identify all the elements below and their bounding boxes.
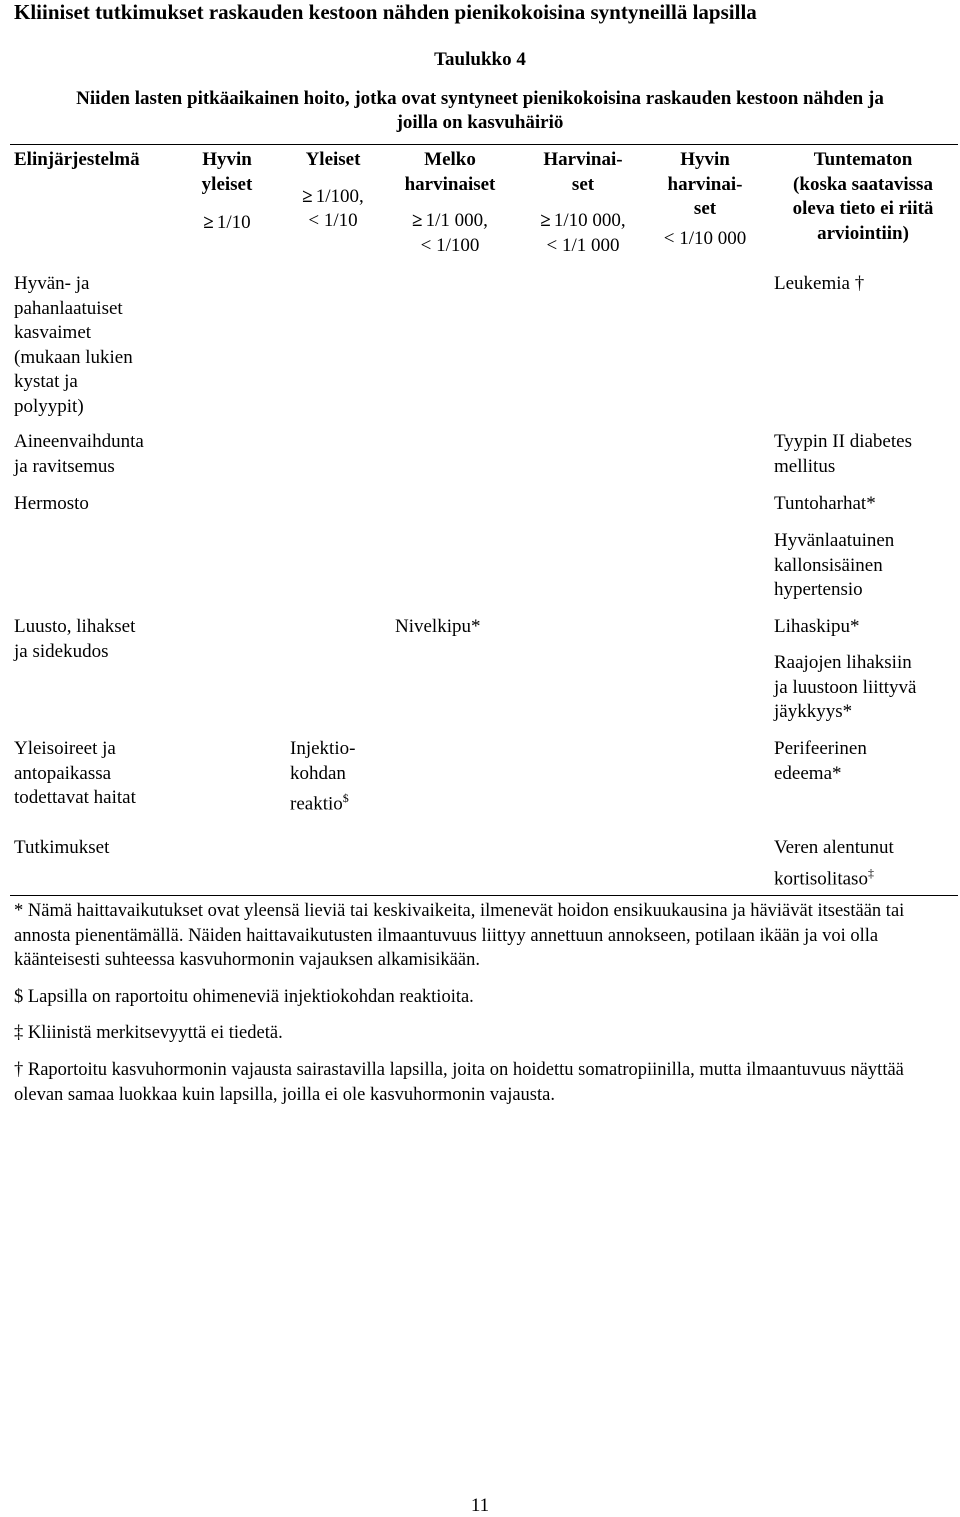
row-unknown-intracranial-hypertension [774, 529, 894, 603]
header-very-rare-line2: harvinai- [667, 173, 743, 195]
footnote-dagger: † Raportoitu kasvuhormonin vajausta sairastavilla lapsilla, joita on hoidettu somatropiinilla, mutta ilmaantuvuus näyttää olevan samaa luokkaa kuin lapsilla, joilla ei ole kasvuhormonin vajausta. [14, 1060, 904, 1105]
header-very-common [186, 148, 268, 236]
superscript-marker: $ [342, 791, 349, 805]
unknown-line: mellitus [774, 455, 836, 477]
unknown-line: Tyypin II diabetes [774, 431, 912, 452]
row-unknown-myalgia: Lihaskipu* [774, 616, 860, 637]
unknown-text: kortisolitaso [774, 867, 868, 889]
row-unknown-leukemia: Leukemia † [774, 273, 865, 294]
footnote-dollar: $ Lapsilla on raportoitu ohimeneviä injektiokohdan reaktioita. [14, 987, 474, 1007]
header-very-common-range [186, 211, 268, 236]
header-uncommon [388, 148, 512, 258]
unknown-line: jäykkyys* [774, 701, 853, 722]
unknown-line: kallonsisäinen [774, 554, 883, 576]
header-common-range2: < 1/10 [308, 210, 358, 231]
table-caption-line1: Niiden lasten pitkäaikainen hoito, jotka ovat syntyneet pienikokoisina raskauden kestoon nähden ja [76, 88, 884, 109]
header-common-line1: Yleiset [305, 149, 361, 170]
header-uncommon-range [388, 209, 512, 258]
header-very-common-line2: yleiset [201, 173, 253, 195]
header-very-rare-line1: Hyvin [680, 149, 730, 170]
header-very-rare-line3: set [693, 198, 717, 219]
range-value: 1/10 [216, 212, 251, 233]
table-bottom-rule [10, 895, 958, 896]
organ-line: pahanlaatuiset [14, 297, 123, 319]
table-label: Taulukko 4 [434, 49, 526, 70]
unknown-line: Perifeerinen [774, 738, 867, 759]
ge-symbol [540, 210, 553, 231]
unknown-line [774, 861, 894, 892]
header-rare-range [520, 209, 646, 258]
ge-symbol [302, 186, 315, 207]
header-very-common-line1: Hyvin [202, 149, 252, 170]
organ-line: Yleisoireet ja [14, 738, 116, 759]
row-organ-general [14, 737, 136, 811]
ge-symbol [203, 212, 216, 233]
organ-line: Luusto, lihakset [14, 616, 136, 637]
row-unknown-edema [774, 737, 867, 786]
header-rare [520, 148, 646, 258]
range-value: 1/100, [315, 185, 364, 207]
unknown-line: edeema* [774, 762, 842, 784]
footnote-double-dagger: ‡ Kliinistä merkitsevyyttä ei tiedetä. [14, 1023, 283, 1043]
common-line [290, 786, 355, 817]
row-unknown-cortisol [774, 836, 894, 891]
row-organ-metabolism [14, 430, 144, 479]
row-unknown-stiffness [774, 651, 917, 725]
row-uncommon-arthralgia: Nivelkipu* [395, 616, 481, 637]
organ-line: antopaikassa [14, 762, 112, 784]
range-value: 1/10 000, [553, 210, 626, 231]
organ-line: kystat ja [14, 371, 78, 392]
unknown-line: hypertensio [774, 579, 863, 600]
unknown-line: ja luustoon liittyvä [774, 676, 917, 698]
unknown-line: Raajojen lihaksiin [774, 652, 912, 673]
organ-line: Hyvän- ja [14, 273, 90, 294]
header-unknown-line1: Tuntematon [813, 149, 913, 170]
row-organ-neoplasms [14, 272, 133, 419]
range-value: 1/1 000, [425, 210, 488, 231]
superscript-marker: ‡ [867, 865, 874, 880]
header-unknown-line3: oleva tieto ei riitä [792, 198, 934, 219]
header-common [284, 148, 382, 234]
table-top-rule [10, 144, 958, 145]
row-unknown-paresthesia: Tuntoharhat* [774, 493, 876, 514]
organ-line: Aineenvaihdunta [14, 431, 144, 452]
header-common-range [284, 185, 382, 234]
organ-line: ja sidekudos [14, 640, 109, 662]
organ-line: kasvaimet [14, 322, 92, 343]
organ-line: todettavat haitat [14, 787, 136, 808]
header-very-rare-range: < 1/10 000 [663, 227, 747, 249]
header-very-rare [650, 148, 760, 251]
unknown-line: Hyvänlaatuinen [774, 530, 895, 551]
table-caption-line2: joilla on kasvuhäiriö [396, 112, 564, 133]
page-number: 11 [470, 1495, 490, 1516]
common-line: kohdan [290, 762, 346, 784]
common-text: reaktio [290, 793, 343, 815]
common-line: Injektio- [290, 738, 356, 759]
header-uncommon-line2: harvinaiset [404, 173, 496, 195]
header-unknown [770, 148, 956, 246]
row-unknown-diabetes [774, 430, 912, 479]
row-organ-investigations: Tutkimukset [14, 837, 110, 858]
row-organ-musculoskeletal [14, 615, 135, 664]
header-rare-range1 [520, 209, 646, 234]
header-rare-line1: Harvinai- [543, 149, 623, 170]
section-title: Kliiniset tutkimukset raskauden kestoon nähden pienikokoisina syntyneillä lapsilla [14, 0, 757, 24]
organ-line: (mukaan lukien [14, 346, 133, 368]
organ-line: ja ravitsemus [14, 455, 115, 477]
header-rare-range2: < 1/1 000 [546, 234, 620, 256]
header-common-range1 [284, 185, 382, 210]
header-uncommon-range2: < 1/100 [420, 234, 480, 256]
header-unknown-line2: (koska saatavissa [793, 173, 933, 195]
header-uncommon-range1 [388, 209, 512, 234]
header-organ: Elinjärjestelmä [14, 149, 140, 170]
organ-line: polyypit) [14, 395, 84, 417]
ge-symbol [412, 210, 425, 231]
row-common-injection-site [290, 737, 355, 817]
header-unknown-line4: arviointiin) [817, 222, 909, 244]
header-uncommon-line1: Melko [424, 149, 476, 170]
row-organ-nervous: Hermosto [14, 493, 89, 514]
footnote-asterisk: * Nämä haittavaikutukset ovat yleensä lieviä tai keskivaikeita, ilmenevät hoidon ensikuukausina ja häviävät itsestään tai annosta pienentämällä. Näiden haittavaikutusten ilmaantuvuus liittyy annettuun annokseen, potilaan ikään ja voi olla käänteisesti suhteessa kasvuhormonin vajauksen alkamisikään. [14, 901, 905, 970]
header-rare-line2: set [571, 173, 595, 195]
unknown-line: Veren alentunut [774, 837, 894, 858]
